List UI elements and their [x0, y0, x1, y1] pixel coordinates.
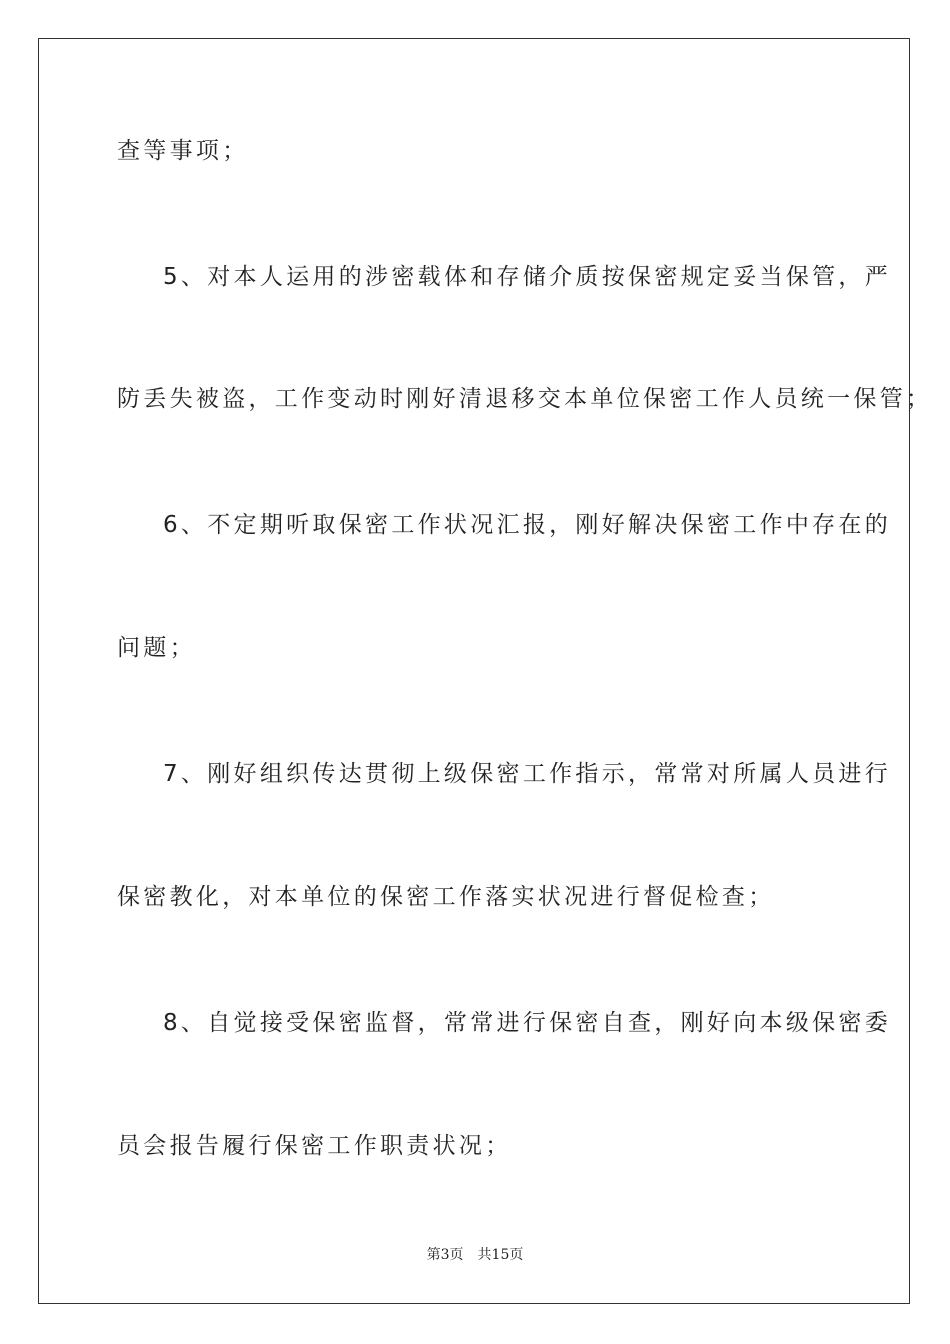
text-line-1: 查等事项；	[117, 138, 249, 164]
page-number: 第3页	[426, 1247, 464, 1263]
page-footer	[0, 1245, 950, 1265]
text-line-7: 保密教化，对本单位的保密工作落实状况进行督促检查；	[117, 884, 775, 910]
text-line-2: 5、对本人运用的涉密载体和存储介质按保密规定妥当保管，严	[163, 264, 892, 290]
text-line-3: 防丢失被盗，工作变动时刚好清退移交本单位保密工作人员统一保管；	[117, 386, 933, 412]
text-line-5: 问题；	[117, 635, 196, 661]
page-frame	[38, 38, 910, 1304]
text-line-9: 员会报告履行保密工作职责状况；	[117, 1133, 512, 1159]
page-total: 共15页	[477, 1247, 524, 1263]
text-line-4: 6、不定期听取保密工作状况汇报，刚好解决保密工作中存在的	[163, 512, 892, 538]
text-line-8: 8、自觉接受保密监督，常常进行保密自查，刚好向本级保密委	[163, 1010, 892, 1036]
text-line-6: 7、刚好组织传达贯彻上级保密工作指示，常常对所属人员进行	[163, 761, 892, 787]
